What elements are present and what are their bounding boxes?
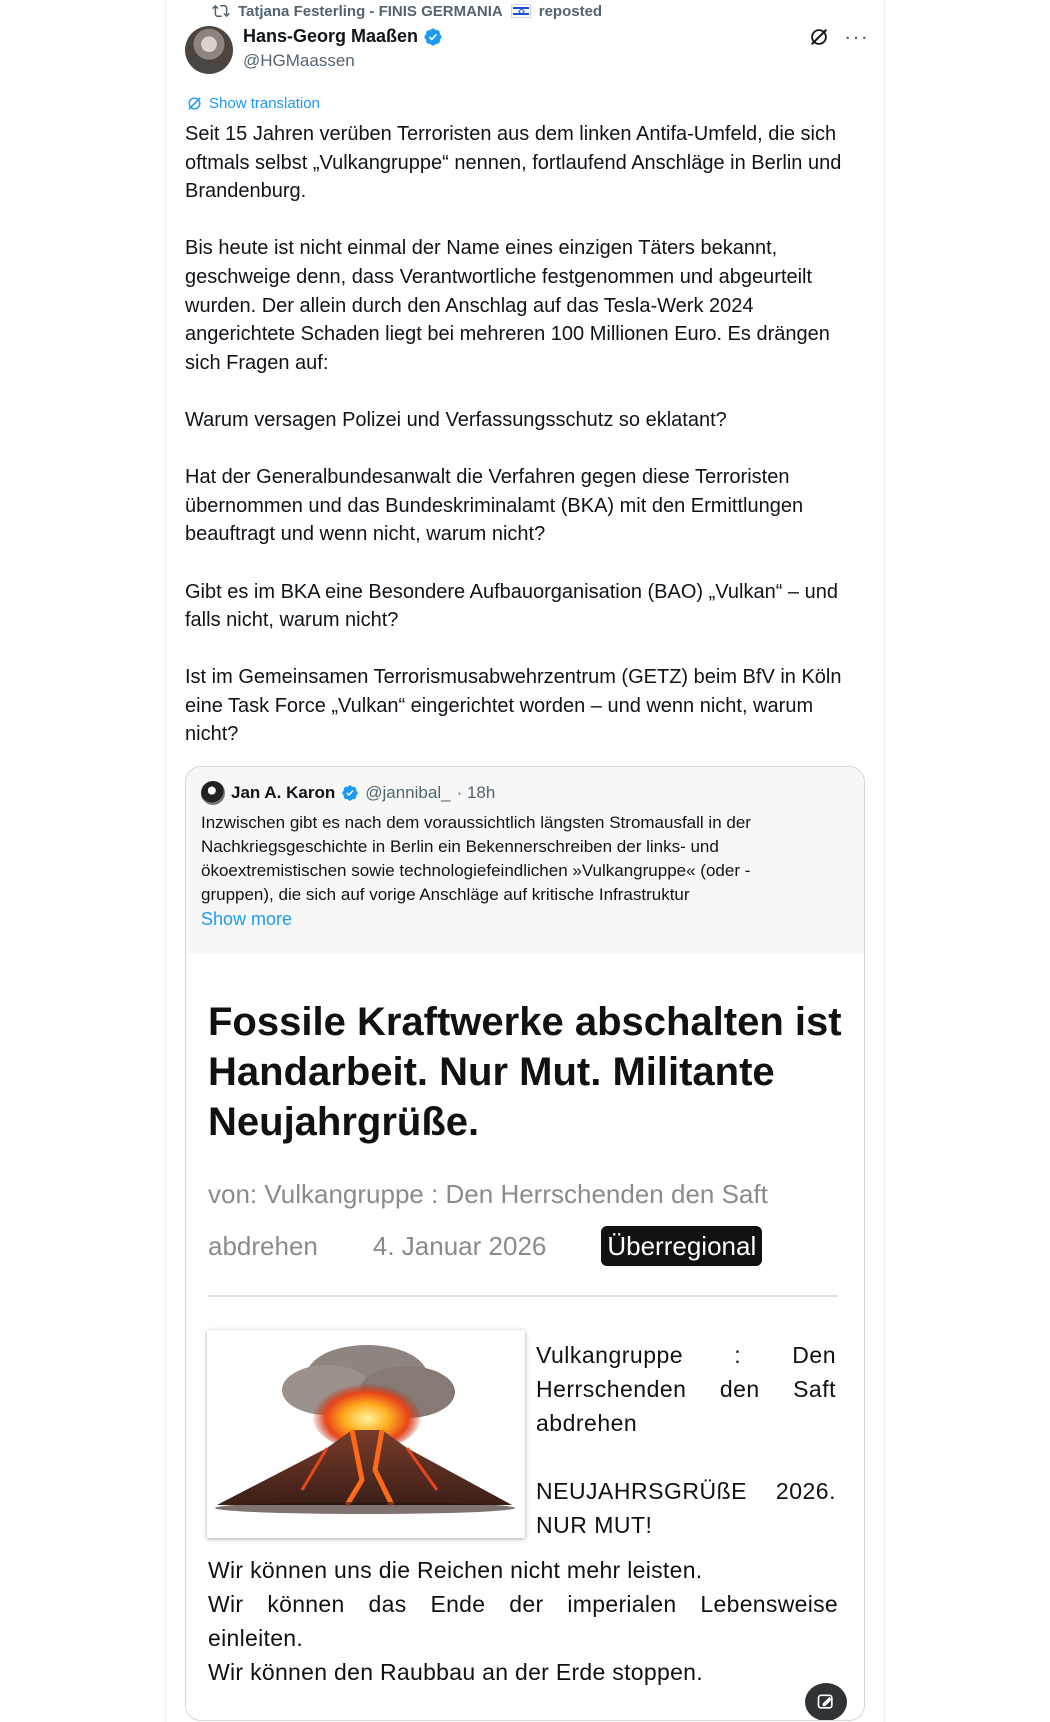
tweet-text [185,120,865,749]
article-divider [208,1295,838,1297]
article-category-badge: Überregional [601,1226,762,1266]
tweet-paragraph: Bis heute ist nicht einmal der Name eines einzigen Täters bekannt, geschweige denn, dass Verantwortliche festgenommen und abgeurteilt wurden. Der allein durch den Anschlag auf das Tesla-Werk 2024 angerichtete Schaden liegt bei mehreren 100 Millionen Euro. Es drängen sich Fragen auf: [185,237,830,374]
article-side-line: NEUJAHRSGRÜßE 2026. [536,1478,836,1504]
article-side-line: NUR MUT! [536,1512,653,1538]
article-body-line: Wir können uns die Reichen nicht mehr leisten. [208,1557,703,1583]
quoted-author-row [201,781,849,805]
article-body-line: Wir können den Raubbau an der Erde stoppen. [208,1659,703,1685]
tweet-paragraph: Hat der Generalbundesanwalt die Verfahren gegen diese Terroristen übernommen und das Bundeskriminalamt (BKA) mit den Ermittlungen beauftragt und wenn nicht, warum nicht? [185,466,804,546]
tweet-paragraph: Seit 15 Jahren verüben Terroristen aus dem linken Antifa-Umfeld, die sich oftmals selbst „Vulkangruppe“ nennen, fortlaufend Anschläge in Berlin und Brandenburg. [185,123,842,203]
quoted-tweet-text: Inzwischen gibt es nach dem voraussichtlich längsten Stromausfall in der Nachkriegsgeschichte in Berlin ein Bekennerschreiben der links- und ökoextremistischen sowie technologiefeindlichen »Vulkangruppe« (oder -gruppen), die sich auf vorige Anschläge auf kritische Infrastruktur [201,813,751,904]
tweet-paragraph: Ist im Gemeinsamen Terrorismusabwehrzentrum (GETZ) beim BfV in Köln eine Task Force „Vulkan“ eingerichtet worden – und wenn nicht, warum nicht? [185,666,842,746]
article-author-line: von: Vulkangruppe : Den Herrschenden den Saft [208,1179,768,1209]
image-edit-button[interactable] [805,1683,847,1721]
author-avatar[interactable] [185,26,233,74]
tweet-paragraph: Warum versagen Polizei und Verfassungsschutz so eklatant? [185,408,727,431]
more-options-icon[interactable]: ··· [844,24,869,49]
verified-badge-icon [341,784,359,802]
quoted-timestamp[interactable]: · 18h [456,783,496,802]
verified-badge-icon[interactable] [423,27,443,47]
show-translation-label[interactable]: Show translation [209,95,320,112]
quoted-tweet[interactable] [185,766,865,1721]
header-actions [808,26,869,48]
repost-indicator[interactable] [212,2,602,20]
article-side-text [536,1338,836,1542]
author-name-row[interactable] [243,26,443,47]
grok-icon[interactable] [808,26,830,48]
quoted-tweet-header [186,767,864,953]
reposter-name[interactable]: Tatjana Festerling - FINIS GERMANIA [238,2,503,20]
article-side-line: abdrehen [536,1410,638,1436]
tweet-paragraph: Gibt es im BKA eine Besondere Aufbauorganisation (BAO) „Vulkan“ – und falls nicht, warum nicht? [185,580,838,632]
quoted-author-name[interactable]: Jan A. Karon [231,783,336,802]
article-body-text [208,1553,838,1689]
repost-icon [212,2,230,20]
image-edit-icon [816,1692,836,1712]
repost-label: reposted [538,2,603,20]
author-handle[interactable]: @HGMaassen [243,51,355,70]
article-meta [208,1168,848,1272]
volcano-illustration [207,1330,525,1538]
article-author-line-end: abdrehen [208,1231,318,1261]
article-title: Fossile Kraftwerke abschalten ist Handarbeit. Nur Mut. Militante Neujahrgrüße. [208,1000,842,1144]
quoted-author-avatar[interactable] [201,781,225,805]
author-name[interactable]: Hans-Georg Maaßen [243,26,419,46]
article-screenshot [186,953,865,1721]
article-body-line: Wir können das Ende der imperialen Lebensweise [208,1591,838,1617]
article-body-line: einleiten. [208,1625,304,1651]
translate-grok-icon [186,95,203,112]
show-translation-link[interactable] [186,95,320,112]
article-date: 4. Januar 2026 [372,1231,547,1261]
volcano-image [207,1330,525,1538]
israel-flag-icon [511,4,531,18]
article-side-line: Vulkangruppe : Den Herrschenden den Saft [536,1342,836,1402]
show-more-link[interactable]: Show more [201,909,293,929]
quoted-author-handle[interactable]: @jannibal_ [365,783,451,802]
